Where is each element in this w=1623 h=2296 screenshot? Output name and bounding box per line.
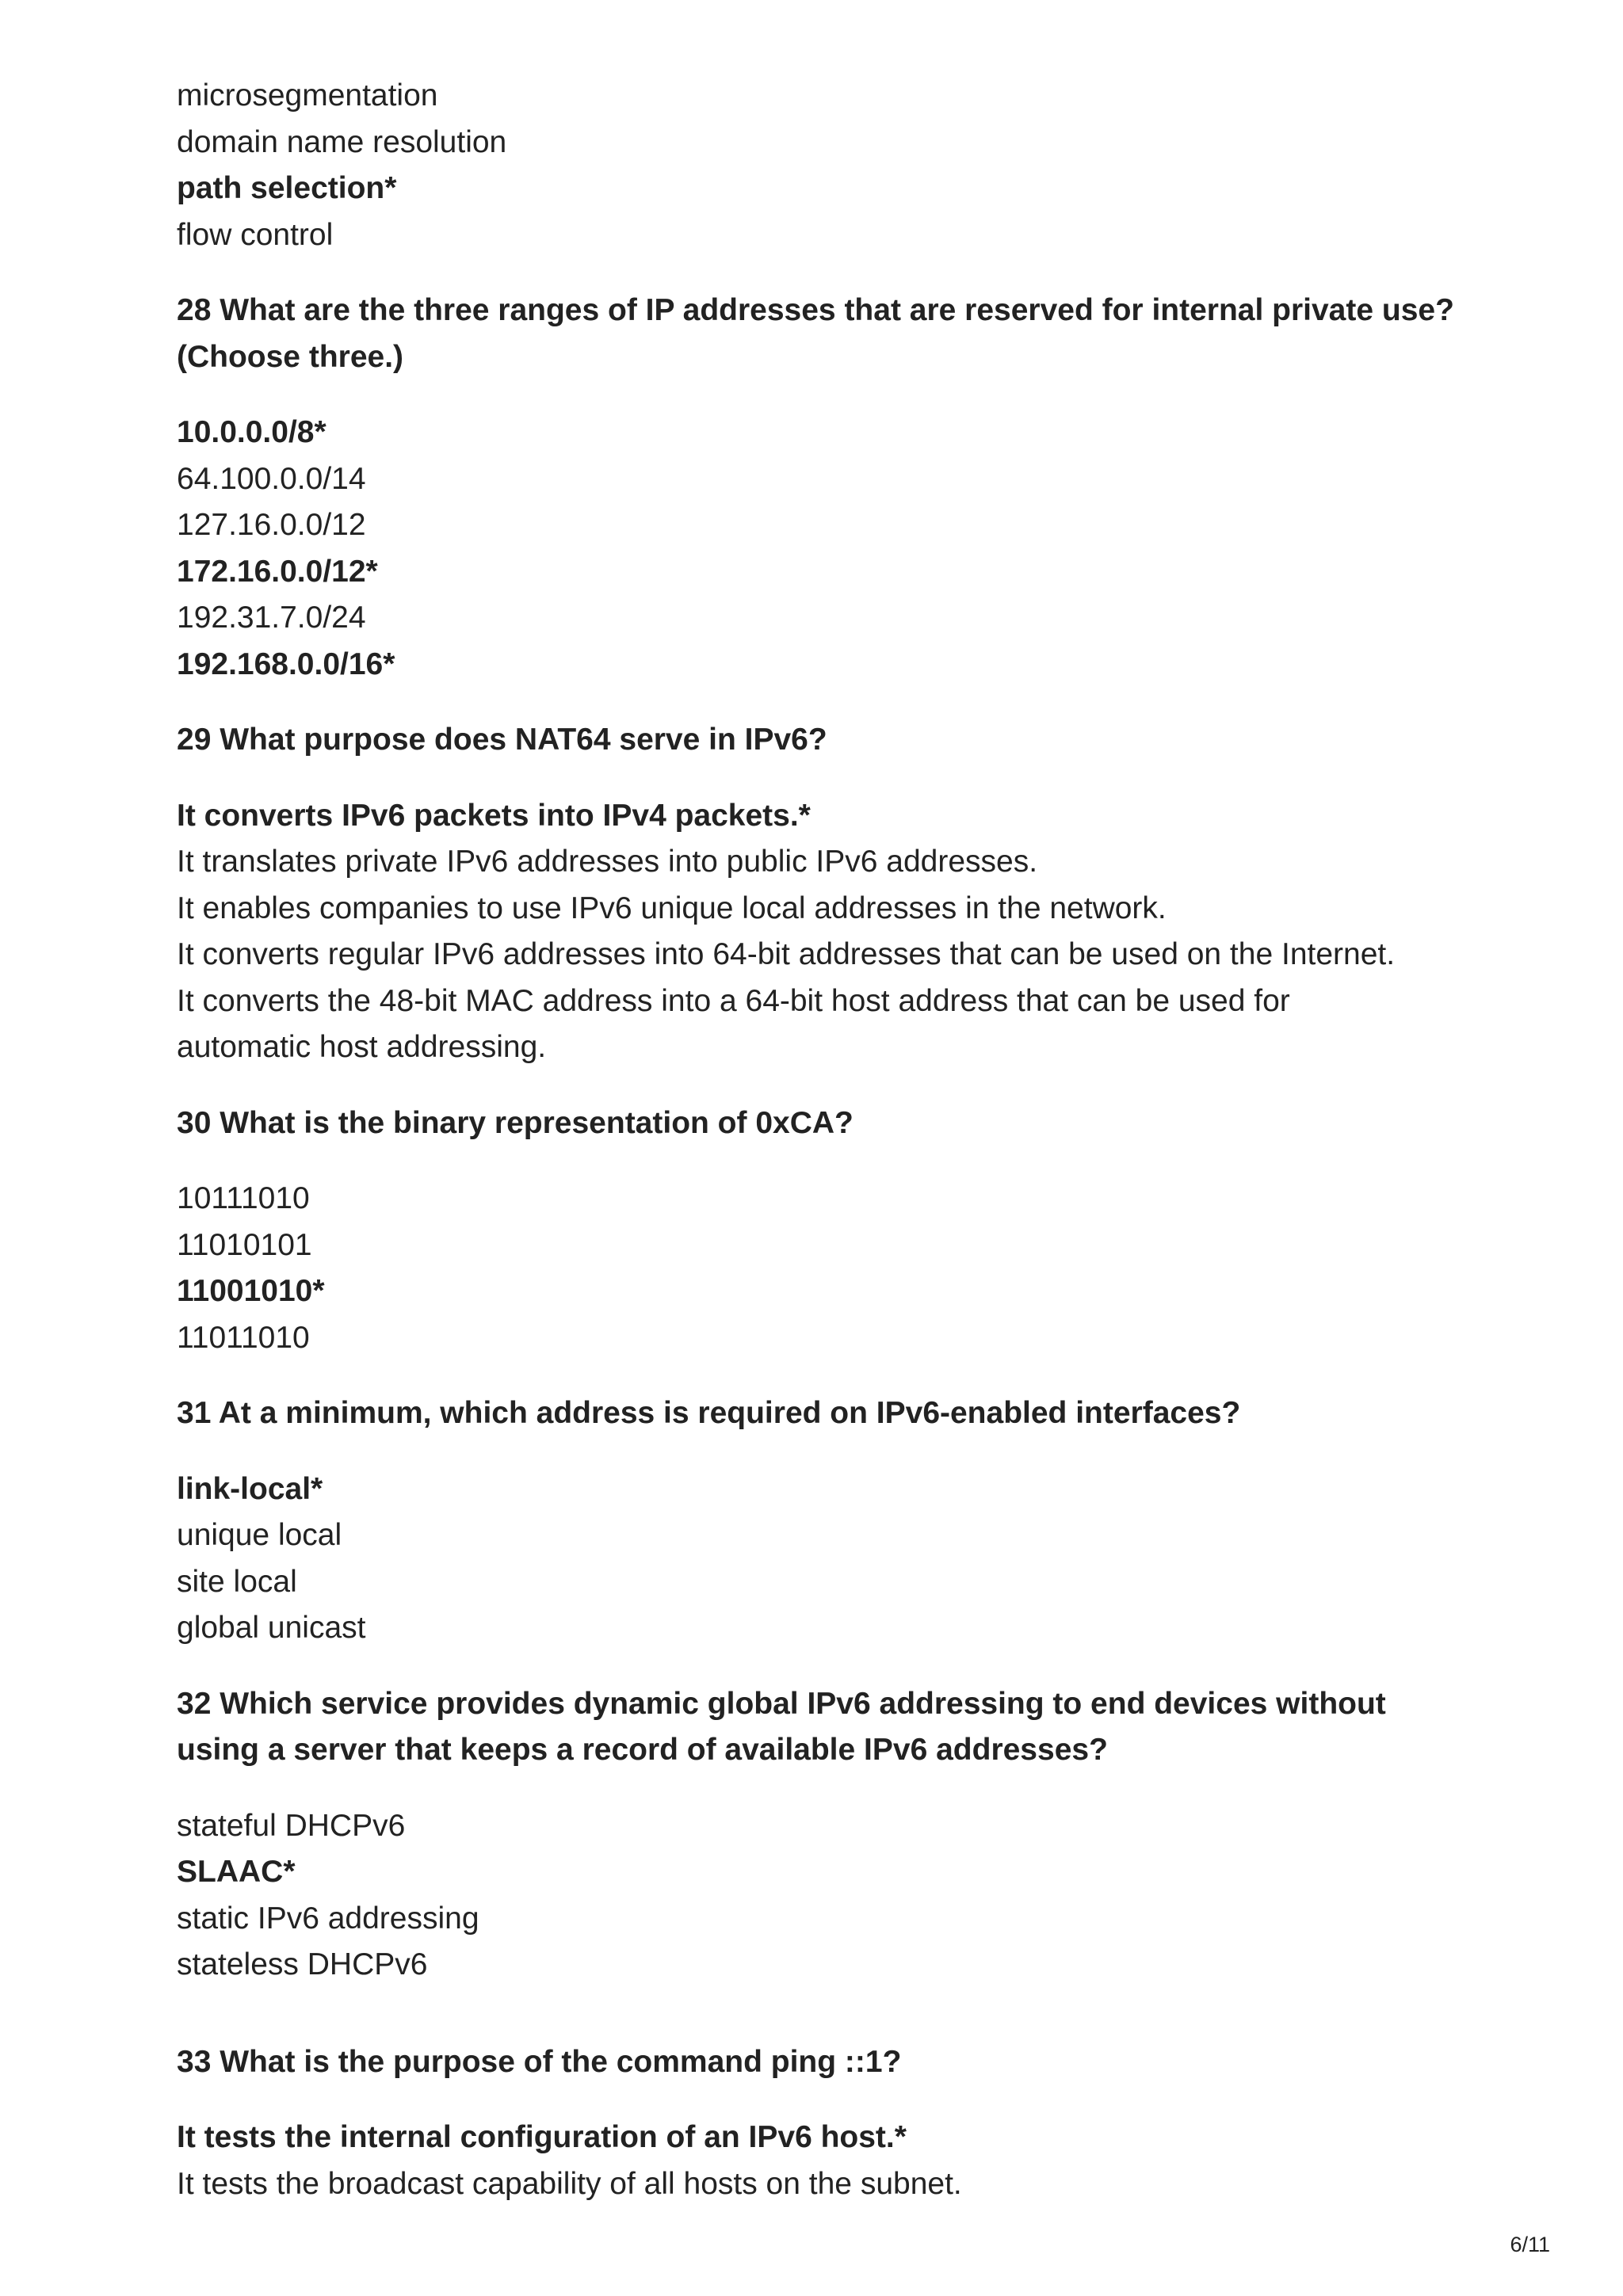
correct-option-item: 11001010* [177, 1274, 325, 1308]
option-item: microsegmentation [177, 78, 438, 113]
option-item: It converts the 48-bit MAC address into a 64-bit host address that can be used for [177, 983, 1290, 1018]
correct-option-item: SLAAC* [177, 1855, 296, 1889]
question-30-options [177, 1176, 1461, 1361]
option-item: stateful DHCPv6 [177, 1808, 406, 1843]
option-item: It converts regular IPv6 addresses into 64-bit addresses that can be used on the Internet. [177, 937, 1396, 971]
option-item: static IPv6 addressing [177, 1901, 479, 1936]
option-item: It translates private IPv6 addresses into public IPv6 addresses. [177, 845, 1038, 879]
option-item: It tests the broadcast capability of all hosts on the subnet. [177, 2166, 962, 2201]
option-item-continuation: automatic host addressing. [177, 1030, 547, 1064]
option-item: site local [177, 1564, 297, 1599]
option-item: flow control [177, 217, 334, 252]
question-33-options [177, 2115, 1461, 2207]
option-item: 192.31.7.0/24 [177, 601, 366, 635]
question-32-options [177, 1803, 1461, 1989]
question-28: 28 What are the three ranges of IP addresses that are reserved for internal private use? (Choose three.) [177, 293, 1454, 374]
page-number: 6/11 [1510, 2233, 1550, 2256]
document-body [177, 73, 1461, 2207]
option-item: global unicast [177, 1611, 366, 1645]
correct-option-item: link-local* [177, 1471, 323, 1506]
correct-option-item: It converts IPv6 packets into IPv4 packets.* [177, 798, 811, 833]
option-item: It enables companies to use IPv6 unique local addresses in the network. [177, 891, 1167, 925]
option-item: 10111010 [177, 1181, 310, 1215]
option-item: 11011010 [177, 1320, 310, 1355]
option-item: 64.100.0.0/14 [177, 461, 366, 496]
correct-option-item: 10.0.0.0/8* [177, 415, 327, 449]
option-item: domain name resolution [177, 124, 507, 159]
question-28-options [177, 410, 1461, 688]
option-item: unique local [177, 1518, 342, 1552]
option-item: 127.16.0.0/12 [177, 508, 366, 542]
question-27-options [177, 73, 1461, 258]
correct-option-item: path selection* [177, 171, 397, 205]
question-30: 30 What is the binary representation of 0xCA? [177, 1105, 854, 1140]
option-item: stateless DHCPv6 [177, 1947, 428, 1981]
question-33: 33 What is the purpose of the command ping ::1? [177, 2044, 902, 2079]
question-31: 31 At a minimum, which address is required on IPv6-enabled interfaces? [177, 1396, 1241, 1430]
correct-option-item: 192.168.0.0/16* [177, 646, 395, 681]
option-item: 11010101 [177, 1227, 312, 1262]
question-29-options [177, 793, 1461, 1071]
correct-option-item: 172.16.0.0/12* [177, 554, 378, 589]
question-32: 32 Which service provides dynamic global IPv6 addressing to end devices without using a server that keeps a record of available IPv6 addresses? [177, 1686, 1386, 1767]
correct-option-item: It tests the internal configuration of an IPv6 host.* [177, 2120, 907, 2154]
question-31-options [177, 1466, 1461, 1652]
question-29: 29 What purpose does NAT64 serve in IPv6? [177, 723, 827, 757]
